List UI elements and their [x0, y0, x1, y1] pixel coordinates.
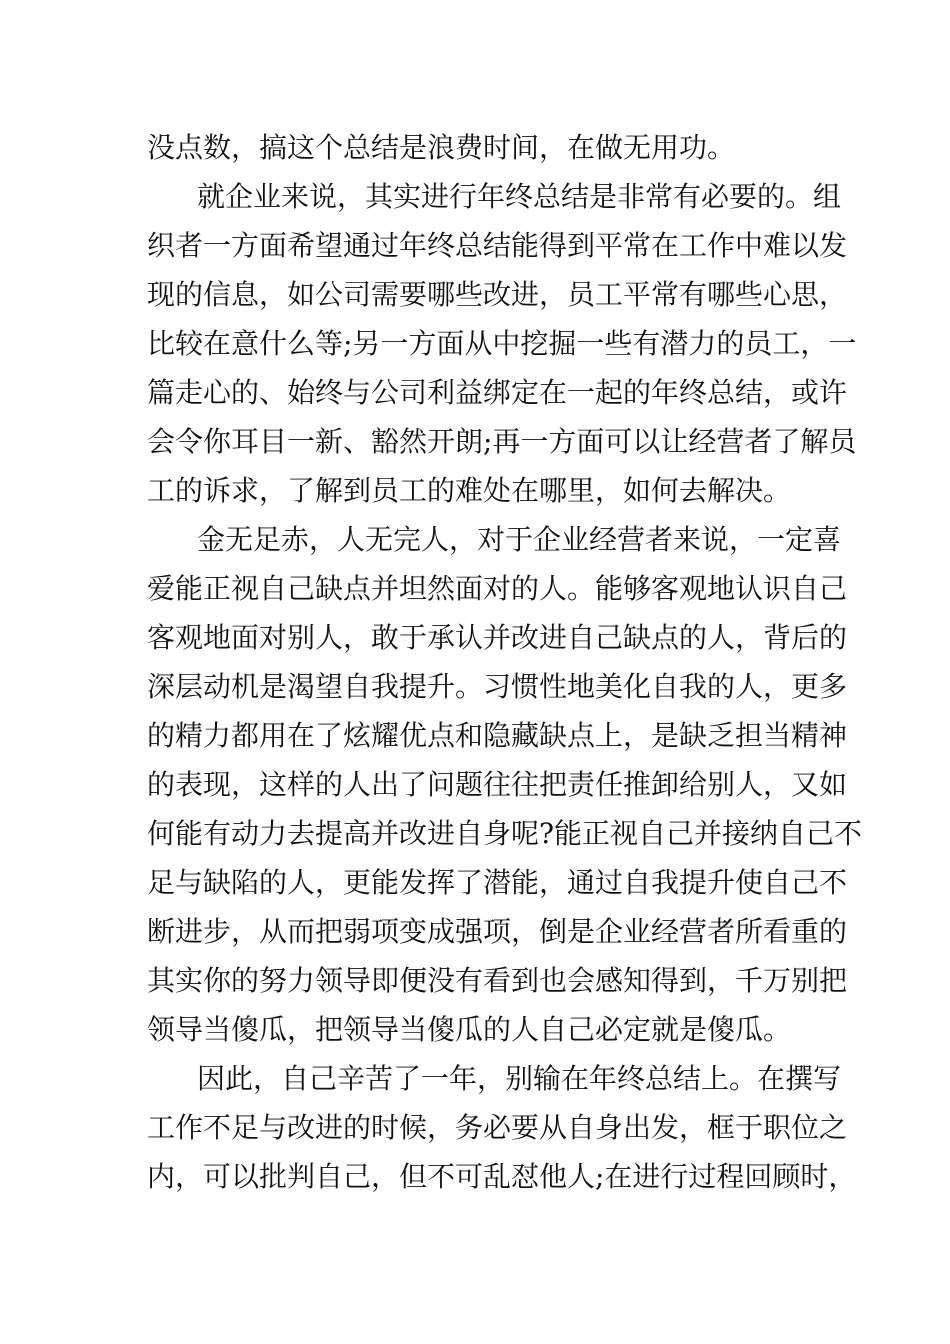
text-line: 爱能正视自己缺点并坦然面对的人。能够客观地认识自己 [147, 572, 848, 605]
text-line: 内，可以批判自己，但不可乱怼他人;在进行过程回顾时， [147, 1160, 857, 1193]
text-line: 断进步，从而把弱项变成强项，倒是企业经营者所看重的 [147, 915, 848, 948]
text-line: 会令你耳目一新、豁然开朗;再一方面可以让经营者了解员 [147, 425, 857, 458]
text-line: 深层动机是渴望自我提升。习惯性地美化自我的人，更多 [147, 670, 848, 703]
text-line: 篇走心的、始终与公司利益绑定在一起的年终总结，或许 [147, 376, 848, 409]
text-line: 的精力都用在了炫耀优点和隐藏缺点上，是缺乏担当精神 [147, 719, 848, 752]
paragraph-first-line: 因此，自己辛苦了一年，别输在年终总结上。在撰写 [197, 1062, 842, 1095]
text-line: 工作不足与改进的时候，务必要从自身出发，框于职位之 [147, 1111, 848, 1144]
text-line: 没点数，搞这个总结是浪费时间，在做无用功。 [147, 131, 736, 164]
text-line: 客观地面对别人，敢于承认并改进自己缺点的人，背后的 [147, 621, 848, 654]
text-line: 比较在意什么等;另一方面从中挖掘一些有潜力的员工，一 [147, 327, 857, 360]
paragraph-first-line: 就企业来说，其实进行年终总结是非常有必要的。组 [197, 180, 842, 213]
text-line: 现的信息，如公司需要哪些改进，员工平常有哪些心思， [147, 278, 848, 311]
text-line: 领导当傻瓜，把领导当傻瓜的人自己必定就是傻瓜。 [147, 1013, 792, 1046]
text-line: 工的诉求，了解到员工的难处在哪里，如何去解决。 [147, 474, 792, 507]
text-line: 的表现，这样的人出了问题往往把责任推卸给别人，又如 [147, 768, 848, 801]
paragraph-first-line: 金无足赤，人无完人，对于企业经营者来说，一定喜 [197, 523, 842, 556]
text-line: 何能有动力去提高并改进自身呢?能正视自己并接纳自己不 [147, 817, 863, 850]
text-line: 织者一方面希望通过年终总结能得到平常在工作中难以发 [147, 229, 848, 262]
text-line: 其实你的努力领导即便没有看到也会感知得到，千万别把 [147, 964, 848, 997]
text-line: 足与缺陷的人，更能发挥了潜能，通过自我提升使自己不 [147, 866, 848, 899]
